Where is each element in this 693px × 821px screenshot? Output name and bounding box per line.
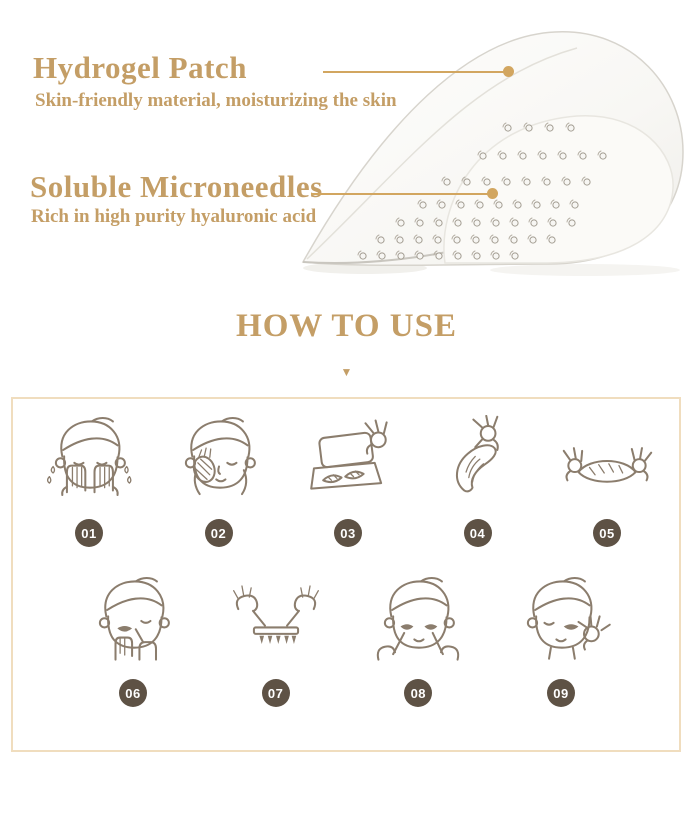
how-to-use-title: HOW TO USE — [236, 308, 457, 344]
hydrogel-patch-description: Skin-friendly material, moisturizing the skin — [35, 90, 397, 111]
down-triangle-icon: ▼ — [340, 365, 353, 379]
hydrogel-patch-illustration — [295, 16, 693, 280]
steps-row-1 — [13, 399, 679, 547]
soluble-microneedles-label: Soluble Microneedles — [30, 169, 323, 204]
steps-row-2 — [13, 547, 679, 707]
step-item — [220, 575, 332, 707]
step-item — [505, 575, 617, 707]
callout-dot-icon — [503, 66, 514, 77]
step-item — [77, 575, 189, 707]
step-item — [163, 415, 275, 547]
patch-shadow — [490, 264, 680, 276]
remove-patch-icon — [506, 575, 616, 667]
step-number-badge: 05 — [593, 519, 621, 547]
step-number-badge: 03 — [334, 519, 362, 547]
step-item — [33, 415, 145, 547]
callout-leader-line — [323, 71, 505, 73]
press-both-patches-icon — [363, 575, 473, 667]
step-number-badge: 02 — [205, 519, 233, 547]
step-number-badge: 07 — [262, 679, 290, 707]
step-item — [362, 575, 474, 707]
step-item — [422, 415, 534, 547]
peel-patch-icon — [423, 415, 533, 507]
soluble-microneedles-description: Rich in high purity hyaluronic acid — [31, 206, 317, 227]
step-number-badge: 09 — [547, 679, 575, 707]
step-number-badge: 04 — [464, 519, 492, 547]
hold-patch-icon — [552, 415, 662, 507]
callout-dot-icon — [487, 188, 498, 199]
step-number-badge: 08 — [404, 679, 432, 707]
wash-face-icon — [34, 415, 144, 507]
hydrogel-patch-label: Hydrogel Patch — [33, 50, 247, 85]
apply-patch-icon — [78, 575, 188, 667]
step-number-badge: 06 — [119, 679, 147, 707]
callout-leader-line — [311, 193, 489, 195]
press-microneedles-icon — [221, 575, 331, 667]
usage-steps-box — [11, 397, 681, 752]
step-number-badge: 01 — [75, 519, 103, 547]
open-case-icon — [293, 415, 403, 507]
step-item — [551, 415, 663, 547]
step-item — [292, 415, 404, 547]
dry-face-icon — [164, 415, 274, 507]
